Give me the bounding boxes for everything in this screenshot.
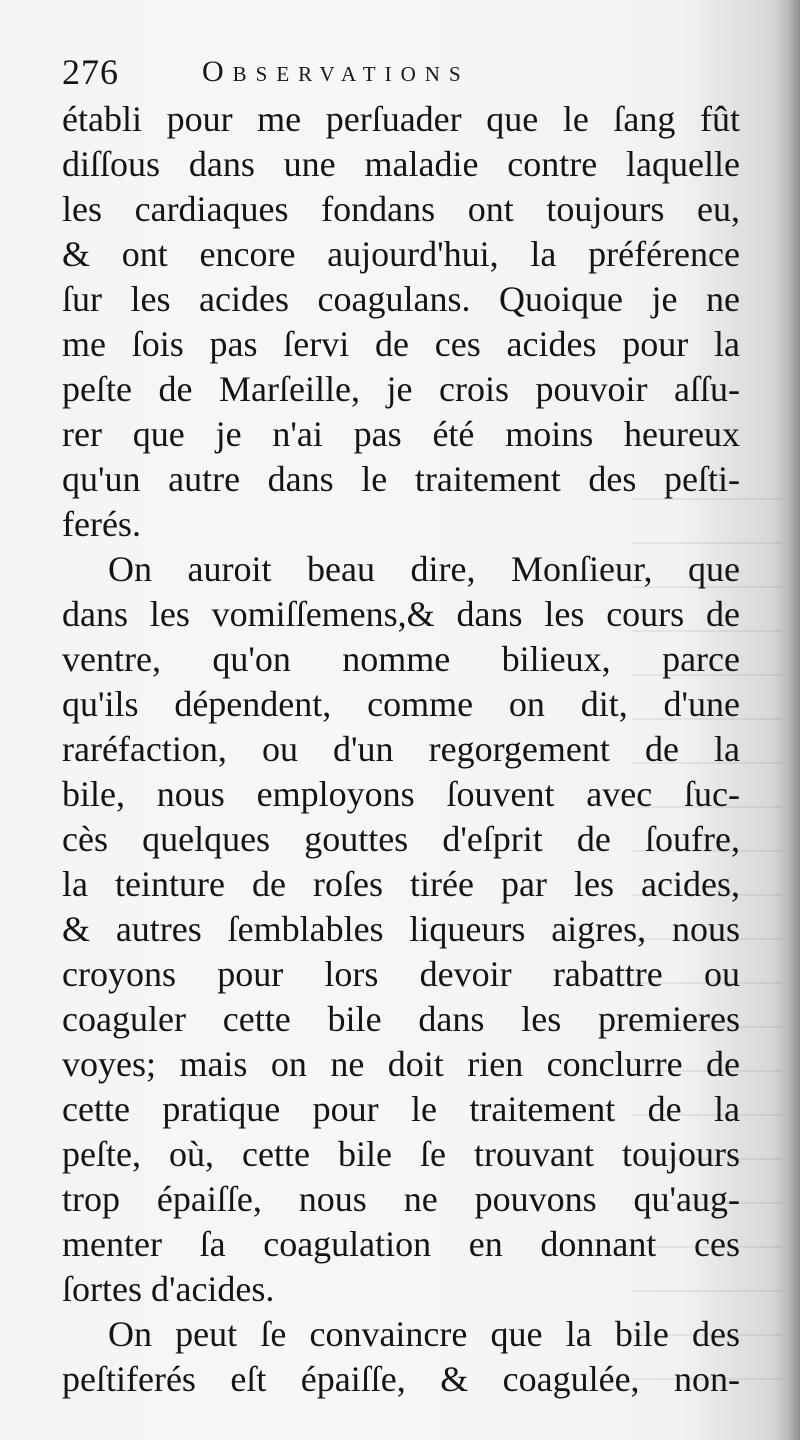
- text-line: & ont encore aujourd'hui, la préférence: [62, 234, 740, 274]
- paragraph-2: [62, 547, 740, 1312]
- text-line: coaguler cette bile dans les premieres: [62, 999, 740, 1039]
- text-line: qu'ils dépendent, comme on dit, d'une: [62, 684, 740, 724]
- text-line: diſſous dans une maladie contre laquelle: [62, 144, 740, 184]
- page-number: 276: [62, 52, 119, 92]
- text-line: croyons pour lors devoir rabattre ou: [62, 954, 740, 994]
- text-line: ventre, qu'on nomme bilieux, parce: [62, 639, 740, 679]
- text-line: les cardiaques fondans ont toujours eu,: [62, 189, 740, 229]
- text-line: cès quelques gouttes d'eſprit de ſoufre,: [62, 819, 740, 859]
- text-line: dans les vomiſſemens,& dans les cours de: [62, 594, 740, 634]
- paragraph-1: [62, 97, 740, 547]
- text-line: qu'un autre dans le traitement des peſti-: [62, 459, 740, 499]
- page-edge-shadow: [770, 0, 800, 1440]
- text-line: peſte de Marſeille, je crois pouvoir aſſu-: [62, 369, 740, 409]
- text-line: trop épaiſſe, nous ne pouvons qu'aug-: [62, 1179, 740, 1219]
- body-text: [62, 97, 740, 1402]
- text-line: peſtiferés eſt épaiſſe, & coagulée, non-: [62, 1359, 740, 1399]
- text-line: cette pratique pour le traitement de la: [62, 1089, 740, 1129]
- paragraph-3: [62, 1312, 740, 1402]
- text-line: On peut ſe convaincre que la bile des: [108, 1314, 740, 1354]
- text-line: raréfaction, ou d'un regorgement de la: [62, 729, 740, 769]
- text-line: la teinture de roſes tirée par les acides,: [62, 864, 740, 904]
- text-line: & autres ſemblables liqueurs aigres, nous: [62, 909, 740, 949]
- text-line: bile, nous employons ſouvent avec ſuc-: [62, 774, 740, 814]
- text-line: On auroit beau dire, Monſieur, que: [108, 549, 740, 589]
- text-line: ſortes d'acides.: [62, 1269, 275, 1309]
- text-line: ferés.: [62, 504, 141, 544]
- text-line: établi pour me perſuader que le ſang fût: [62, 99, 740, 139]
- running-title: Observations: [202, 55, 470, 88]
- text-line: voyes; mais on ne doit rien conclurre de: [62, 1044, 740, 1084]
- text-line: me ſois pas ſervi de ces acides pour la: [62, 324, 740, 364]
- text-line: peſte, où, cette bile ſe trouvant toujours: [62, 1134, 740, 1174]
- text-line: ſur les acides coagulans. Quoique je ne: [62, 279, 740, 319]
- page-header: [62, 44, 752, 100]
- text-line: menter ſa coagulation en donnant ces: [62, 1224, 740, 1264]
- text-line: rer que je n'ai pas été moins heureux: [62, 414, 740, 454]
